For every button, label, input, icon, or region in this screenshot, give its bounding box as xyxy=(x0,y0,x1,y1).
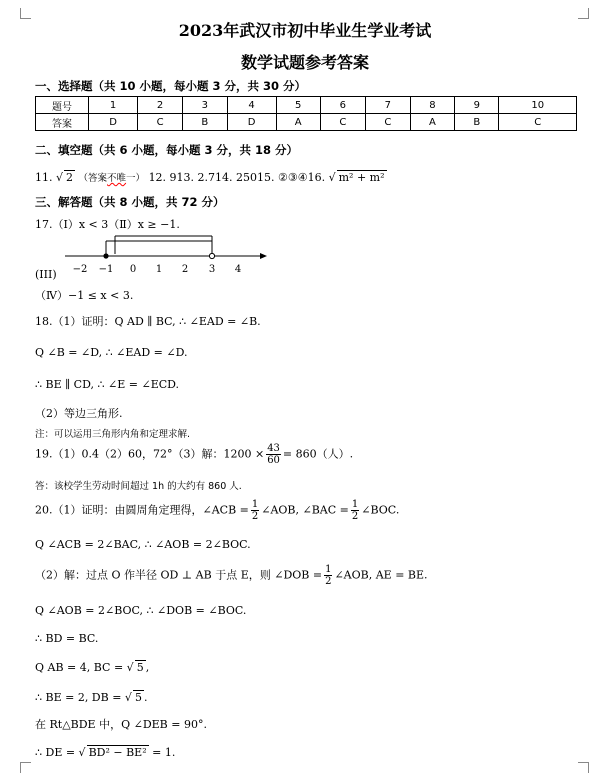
corner-mark-bl xyxy=(20,762,31,773)
doc-title: 2023年武汉市初中毕业生学业考试 xyxy=(178,21,432,40)
q20-text-6b: , xyxy=(145,661,150,674)
q20-text-7a: ∴ BE = 2, DB = xyxy=(35,691,122,704)
section2-heading: 二、填空题（共 6 小题，每小题 3 分，共 18 分） xyxy=(35,143,299,157)
q20-line-1 xyxy=(35,499,399,522)
q20-text-9b: = 1. xyxy=(152,746,176,759)
table-cell: A xyxy=(276,114,320,131)
answer-table xyxy=(35,96,577,131)
tick-label: 3 xyxy=(208,264,216,275)
tick-label: −1 xyxy=(98,264,114,275)
q20-line-6: Q AB = 4, BC = √ 5 , xyxy=(35,661,150,674)
q20-text-7b: . xyxy=(143,691,148,704)
table-row xyxy=(36,114,577,131)
q19-line xyxy=(35,443,353,466)
q17-line: 17.（Ⅰ）x < 3（Ⅱ）x ≥ −1. xyxy=(35,218,180,231)
table-cell: D xyxy=(227,114,276,131)
q20-line-9: ∴ DE = √ BD² − BE² = 1. xyxy=(35,746,176,759)
q20-text-6a: Q AB = 4, BC = xyxy=(35,661,124,674)
q19-text-a: 19.（1）0.4（2）60，72°（3）解：1200 × xyxy=(35,447,265,461)
q18-line-3: ∴ BE ∥ CD, ∴ ∠E = ∠ECD. xyxy=(35,378,180,391)
tick-label: 0 xyxy=(129,264,137,275)
sqrt-expression: BD² − BE² xyxy=(88,746,147,759)
section3-heading: 三、解答题（共 8 小题，共 72 分） xyxy=(35,195,225,209)
q20-line-3 xyxy=(35,564,428,587)
q18-line-1: 18.（1）证明：Q AD ∥ BC, ∴ ∠EAD = ∠B. xyxy=(35,315,261,328)
q11-root: 2 xyxy=(66,171,74,184)
table-cell: 4 xyxy=(227,97,276,114)
sqrt-five: 5 xyxy=(136,661,144,674)
table-cell: B xyxy=(183,114,227,131)
q20-text-9a: ∴ DE = xyxy=(35,746,76,759)
q11-note-a: （答案 xyxy=(78,173,108,184)
denominator: 2 xyxy=(325,576,332,587)
table-cell: 2 xyxy=(138,97,183,114)
q18-note: 注：可以运用三角形内角和定理求解. xyxy=(35,429,191,440)
q17-iii-label: (III) xyxy=(35,268,57,281)
section1-heading: 一、选择题（共 10 小题，每小题 3 分，共 30 分） xyxy=(35,79,307,93)
row-label-answer: 答案 xyxy=(36,114,89,131)
q11-label: 11. xyxy=(35,171,53,184)
tick-label: 2 xyxy=(181,264,189,275)
q17-iv-line: （Ⅳ）−1 ≤ x < 3. xyxy=(35,289,134,302)
table-cell: C xyxy=(138,114,183,131)
tick-label: 1 xyxy=(155,264,163,275)
q20-line-2: Q ∠ACB = 2∠BAC, ∴ ∠AOB = 2∠BOC. xyxy=(35,538,251,551)
fill-answers-line: 11. √ 2 （答案不唯一） 12. 913. 2.714. 25015. ②③④16. √ m² + m² xyxy=(35,171,385,184)
table-cell: 10 xyxy=(499,97,577,114)
sqrt-five: 5 xyxy=(134,691,142,704)
q20-text-3b: ∠AOB, AE = BE. xyxy=(334,568,428,582)
q20-line-4: Q ∠AOB = 2∠BOC, ∴ ∠DOB = ∠BOC. xyxy=(35,604,247,617)
denominator: 2 xyxy=(351,511,359,522)
half-fraction xyxy=(324,564,332,587)
table-cell: 8 xyxy=(410,97,454,114)
q19-denominator: 60 xyxy=(267,455,280,466)
denominator: 2 xyxy=(251,511,259,522)
table-cell: C xyxy=(499,114,577,131)
q20-text-1a: 20.（1）证明：由圆周角定理得，∠ACB = xyxy=(35,503,249,517)
table-cell: 3 xyxy=(183,97,227,114)
q19-fraction xyxy=(266,443,281,466)
tick-label: 4 xyxy=(234,264,242,275)
table-row xyxy=(36,97,577,114)
q18-line-4: （2）等边三角形. xyxy=(35,407,123,420)
half-fraction xyxy=(351,499,359,522)
table-cell: 7 xyxy=(365,97,410,114)
q20-line-5: ∴ BD = BC. xyxy=(35,632,99,645)
q19-answer: 答：该校学生劳动时间超过 1h 的大约有 860 人. xyxy=(35,481,242,492)
q20-text-1c: ∠BOC. xyxy=(361,503,400,517)
q16-root: m² + m² xyxy=(338,171,385,184)
q11-note-b: 一） xyxy=(126,173,146,184)
table-cell: 1 xyxy=(89,97,138,114)
fill-answers-rest: 12. 913. 2.714. 25015. ②③④16. xyxy=(148,171,326,184)
row-label-question: 题号 xyxy=(36,97,89,114)
corner-mark-br xyxy=(578,762,589,773)
table-cell: 9 xyxy=(455,97,499,114)
numerator: 1 xyxy=(351,499,359,510)
q20-line-8: 在 Rt△BDE 中，Q ∠DEB = 90°. xyxy=(35,718,207,731)
half-fraction xyxy=(251,499,259,522)
numerator: 1 xyxy=(251,499,259,510)
table-cell: 6 xyxy=(320,97,365,114)
q19-text-b: = 860（人）. xyxy=(282,447,354,461)
q20-text-1b: ∠AOB, ∠BAC = xyxy=(261,503,349,517)
q20-line-7: ∴ BE = 2, DB = √ 5 . xyxy=(35,691,148,704)
q20-text-3a: （2）解：过点 O 作半径 OD ⊥ AB 于点 E，则 ∠DOB = xyxy=(35,568,323,582)
table-cell: C xyxy=(320,114,365,131)
table-cell: C xyxy=(365,114,410,131)
table-cell: D xyxy=(89,114,138,131)
q18-line-2: Q ∠B = ∠D, ∴ ∠EAD = ∠D. xyxy=(35,346,188,359)
table-cell: B xyxy=(455,114,499,131)
numerator: 1 xyxy=(325,564,332,575)
q11-note-wavy: 不唯 xyxy=(107,173,127,184)
q19-numerator: 43 xyxy=(267,443,280,454)
doc-subtitle: 数学试题参考答案 xyxy=(240,53,369,72)
number-line-figure xyxy=(60,230,270,278)
table-cell: 5 xyxy=(276,97,320,114)
table-cell: A xyxy=(410,114,454,131)
tick-label: −2 xyxy=(72,264,88,275)
